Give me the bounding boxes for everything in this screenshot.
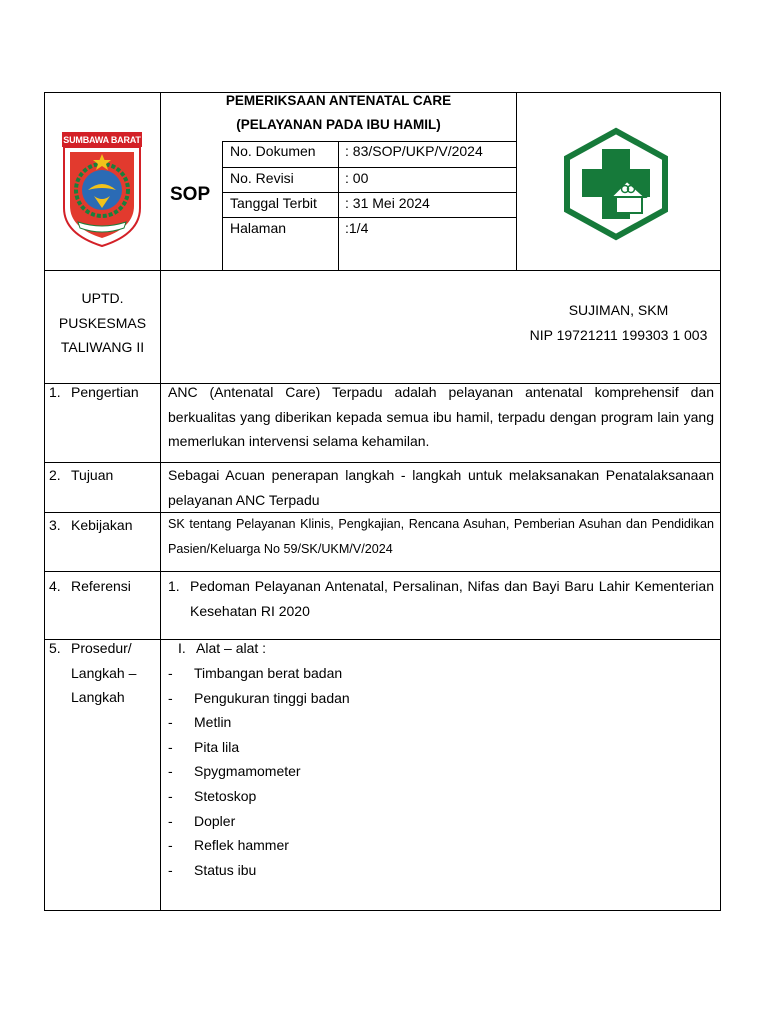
list-dash: - <box>168 763 173 780</box>
list-item <box>168 759 708 784</box>
prosedur-heading: Alat – alat : <box>196 640 267 656</box>
meta-value-tanggal: : 31 Mei 2024 <box>345 195 430 211</box>
puskesmas-logo-icon <box>561 127 671 241</box>
alat-list <box>168 661 708 882</box>
list-item <box>168 735 708 760</box>
list-dash: - <box>168 837 173 854</box>
sumbawa-barat-emblem-icon <box>60 130 144 248</box>
sop-label: SOP <box>170 184 211 205</box>
column-separator <box>516 92 517 271</box>
list-item-text: Dopler <box>194 812 236 829</box>
section-label-pengertian: Pengertian <box>71 384 139 400</box>
sumbawa-barat-logo <box>60 130 144 248</box>
section-number: 3. <box>49 517 61 533</box>
list-item-text: Status ibu <box>194 861 257 878</box>
meta-value-dokumen: : 83/SOP/UKP/V/2024 <box>345 143 483 159</box>
list-item <box>168 686 708 711</box>
list-item <box>168 833 708 858</box>
section-text-kebijakan: SK tentang Pelayanan Klinis, Pengkajian, Rencana Asuhan, Pemberian Asuhan dan Pendidikan Pasien/Keluarga No 59/SK/UKM/V/2024 <box>168 517 714 556</box>
meta-column-separator <box>338 141 339 271</box>
puskesmas-logo <box>561 127 671 241</box>
list-item-text: Stetoskop <box>194 787 257 804</box>
meta-column-separator <box>222 141 223 271</box>
list-dash: - <box>168 689 173 706</box>
document-title-line1: PEMERIKSAAN ANTENATAL CARE <box>225 93 452 108</box>
list-item-text: Reflek hammer <box>194 837 289 854</box>
meta-value-revisi: : 00 <box>345 170 369 186</box>
referensi-item-text: Pedoman Pelayanan Antenatal, Persalinan, Nifas dan Bayi Baru Lahir Kementerian Kesehatan RI 2020 <box>190 578 714 619</box>
list-item-text: Pita lila <box>194 738 240 755</box>
meta-label-dokumen: No. Dokumen <box>230 143 316 159</box>
section-number: 2. <box>49 467 61 483</box>
table-border-left <box>44 92 45 911</box>
column-separator <box>160 92 161 911</box>
section-number: 4. <box>49 578 61 594</box>
list-item-text: Timbangan berat badan <box>194 665 343 681</box>
prosedur-heading-number: I. <box>178 640 186 656</box>
list-item <box>168 661 708 686</box>
list-dash: - <box>168 665 173 681</box>
list-item <box>168 710 708 735</box>
list-dash: - <box>168 861 173 878</box>
list-dash: - <box>168 812 173 829</box>
meta-label-tanggal: Tanggal Terbit <box>230 195 317 211</box>
org-line1: UPTD. <box>81 290 124 306</box>
row-separator <box>44 639 721 640</box>
section-number: 1. <box>49 384 61 400</box>
section-label-prosedur-line2: Langkah – <box>71 665 137 681</box>
section-label-kebijakan: Kebijakan <box>71 517 133 533</box>
org-line2: PUSKESMAS <box>58 315 147 331</box>
meta-value-halaman: :1/4 <box>345 220 369 236</box>
org-line3: TALIWANG II <box>60 339 145 355</box>
logo-banner-text: SUMBAWA BARAT <box>63 135 141 145</box>
section-label-prosedur-line1: Prosedur/ <box>71 640 132 656</box>
list-dash: - <box>168 787 173 804</box>
table-border-right <box>720 92 721 911</box>
document-title-line2: (PELAYANAN PADA IBU HAMIL) <box>236 117 441 132</box>
meta-label-halaman: Halaman <box>230 220 287 236</box>
list-item <box>168 784 708 809</box>
section-text-pengertian: ANC (Antenatal Care) Terpadu adalah pelayanan antenatal komprehensif dan berkualitas yang diberikan kepada semua ibu hamil, terpadu dengan program lain yang memerlukan intervensi selama kehamilan. <box>168 384 714 449</box>
row-separator <box>44 270 721 271</box>
section-label-referensi: Referensi <box>71 578 131 594</box>
referensi-item-number: 1. <box>168 578 180 594</box>
row-separator <box>44 571 721 572</box>
signatory-nip: NIP 19721211 199303 1 003 <box>529 327 708 343</box>
list-item <box>168 809 708 834</box>
list-item-text: Metlin <box>194 714 232 731</box>
table-border-bottom <box>44 910 721 911</box>
meta-label-revisi: No. Revisi <box>230 170 294 186</box>
list-item-text: Pengukuran tinggi badan <box>194 689 350 706</box>
signatory-name: SUJIMAN, SKM <box>568 302 669 318</box>
section-label-prosedur-line3: Langkah <box>71 689 125 705</box>
section-text-tujuan: Sebagai Acuan penerapan langkah - langkah untuk melaksanakan Penatalaksanaan pelayanan ANC Terpadu <box>168 467 714 508</box>
list-item-text: Spygmamometer <box>194 763 301 780</box>
section-number: 5. <box>49 640 61 656</box>
list-dash: - <box>168 738 173 755</box>
list-item <box>168 858 708 883</box>
list-dash: - <box>168 714 173 731</box>
section-label-tujuan: Tujuan <box>71 467 114 483</box>
